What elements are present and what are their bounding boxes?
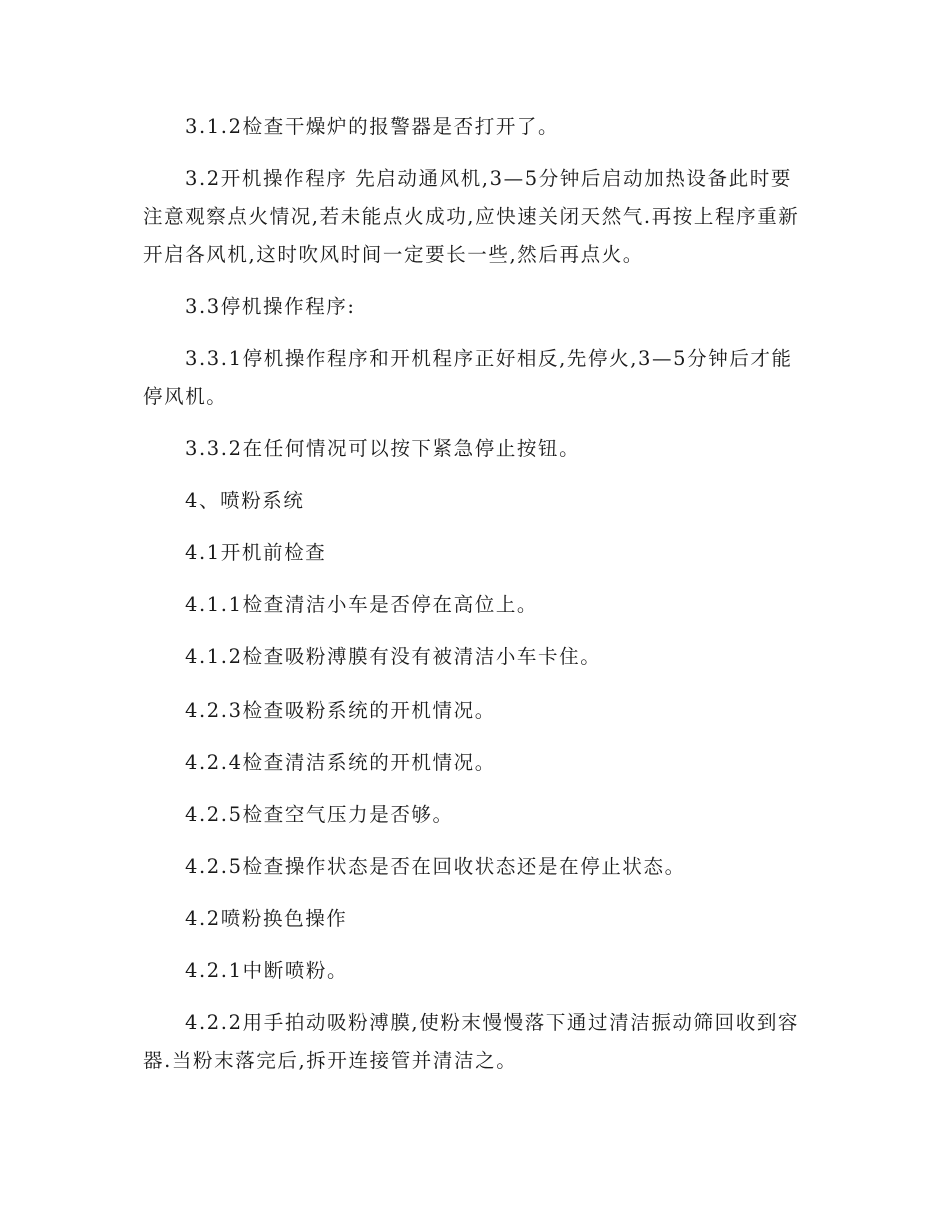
paragraph-4-2-5-air: 4.2.5检查空气压力是否够。 (185, 803, 454, 826)
paragraph-4-2-5-state: 4.2.5检查操作状态是否在回收状态还是在停止状态。 (185, 855, 686, 878)
paragraph-4-1: 4.1开机前检查 (185, 541, 327, 564)
paragraph-4-2-2: 4.2.2用手拍动吸粉溥膜,使粉末慢慢落下通过清洁振动筛回收到容器.当粉末落完后,拆开连接管并清洁之。 (143, 1011, 800, 1072)
paragraph-4-2-3: 4.2.3检查吸粉系统的开机情况。 (185, 699, 496, 722)
paragraph-3-3: 3.3停机操作程序: (185, 295, 356, 318)
paragraph-4-1-1: 4.1.1检查清洁小车是否停在高位上。 (185, 593, 539, 616)
paragraph-4-2: 4.2喷粉换色操作 (185, 907, 348, 930)
paragraph-4-1-2: 4.1.2检查吸粉溥膜有没有被清洁小车卡住。 (185, 645, 602, 668)
paragraph-3-3-1: 3.3.1停机操作程序和开机程序正好相反,先停火,3—5分钟后才能停风机。 (143, 347, 793, 408)
paragraph-3-1-2: 3.1.2检查干燥炉的报警器是否打开了。 (185, 115, 560, 138)
paragraph-4-2-4: 4.2.4检查清洁系统的开机情况。 (185, 751, 496, 774)
paragraph-4-2-1: 4.2.1中断喷粉。 (185, 959, 349, 982)
paragraph-3-3-2: 3.3.2在任何情况可以按下紧急停止按钮。 (185, 437, 581, 460)
paragraph-3-2: 3.2开机操作程序 先启动通风机,3—5分钟后启动加热设备此时要注意观察点火情况,若未能点火成功,应快速关闭天然气.再按上程序重新开启各风机,这时吹风时间一定要长一些,然后再点火。 (143, 167, 800, 266)
section-heading-4: 4、喷粉系统 (185, 489, 305, 512)
